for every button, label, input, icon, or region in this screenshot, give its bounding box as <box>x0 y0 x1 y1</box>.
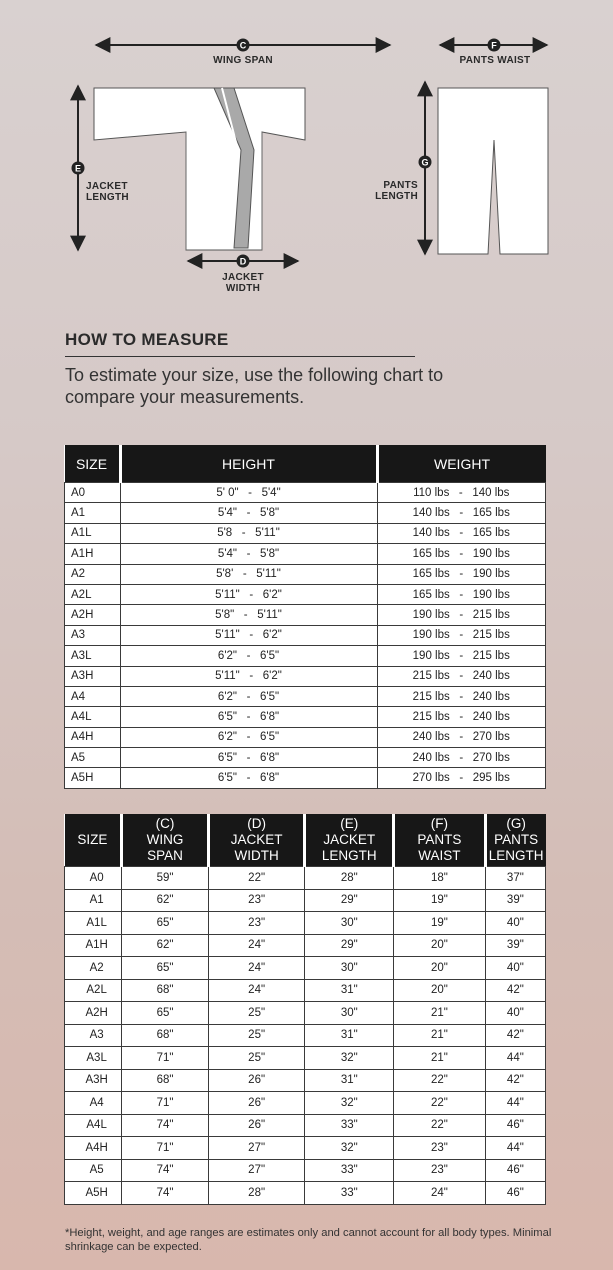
size-cell: A4 <box>65 686 121 706</box>
table-row <box>65 1114 546 1137</box>
how-to-measure-heading: HOW TO MEASURE <box>65 330 415 357</box>
size-cell: A1H <box>65 934 122 957</box>
table-row <box>65 625 546 645</box>
header-col-0 <box>65 814 122 867</box>
size-cell: A4L <box>65 1114 122 1137</box>
pants-length-cell: 46" <box>485 1159 545 1182</box>
wing-span-cell: 74" <box>122 1114 209 1137</box>
size-cell: A3 <box>65 1024 122 1047</box>
pants-waist-cell: 19" <box>394 912 486 935</box>
size-cell: A4H <box>65 1137 122 1160</box>
height-cell: 5'4" - 5'8" <box>120 544 377 564</box>
jacket-width-line1: JACKET <box>222 272 264 283</box>
pants-waist-cell: 20" <box>394 934 486 957</box>
table-row <box>65 957 546 980</box>
pants-waist-cell: 23" <box>394 1159 486 1182</box>
header-line: JACKET <box>230 832 283 847</box>
jacket-length-cell: 33" <box>305 1182 394 1205</box>
size-cell: A5 <box>65 1159 122 1182</box>
height-cell: 6'5" - 6'8" <box>120 707 377 727</box>
wing-span-cell: 68" <box>122 1069 209 1092</box>
weight-cell: 190 lbs - 215 lbs <box>377 605 546 625</box>
weight-cell: 240 lbs - 270 lbs <box>377 748 546 768</box>
letter-c: C <box>239 40 247 51</box>
jacket-length-cell: 30" <box>305 1002 394 1025</box>
pants-length-cell: 44" <box>485 1137 545 1160</box>
table-row <box>65 666 546 686</box>
size-cell: A2L <box>65 979 122 1002</box>
header-line: (D) <box>247 816 266 831</box>
height-cell: 5'11" - 6'2" <box>120 666 377 686</box>
pants-length-cell: 40" <box>485 957 545 980</box>
pants-length-cell: 39" <box>485 934 545 957</box>
jacket-width-cell: 23" <box>208 889 305 912</box>
header-line: WING <box>146 832 184 847</box>
size-cell: A2 <box>65 564 121 584</box>
pants-waist-cell: 20" <box>394 979 486 1002</box>
header-col-3 <box>305 814 394 867</box>
table-row <box>65 1092 546 1115</box>
height-cell: 5'11" - 6'2" <box>120 584 377 604</box>
wing-span-cell: 71" <box>122 1047 209 1070</box>
size-cell: A4 <box>65 1092 122 1115</box>
weight-cell: 165 lbs - 190 lbs <box>377 564 546 584</box>
table-row <box>65 867 546 890</box>
jacket-width-label <box>213 272 273 294</box>
height-cell: 5'4" - 5'8" <box>120 503 377 523</box>
size-cell: A5H <box>65 1182 122 1205</box>
weight-cell: 190 lbs - 215 lbs <box>377 646 546 666</box>
gi-illustration <box>0 0 613 310</box>
jacket-width-cell: 23" <box>208 912 305 935</box>
size-cell: A1 <box>65 503 121 523</box>
pants-length-line2: LENGTH <box>375 191 418 202</box>
pants-length-line1: PANTS <box>383 180 418 191</box>
pants-length-cell: 44" <box>485 1092 545 1115</box>
table-row <box>65 646 546 666</box>
jacket-width-line2: WIDTH <box>225 283 261 294</box>
measurement-diagram <box>0 0 613 310</box>
letter-d: D <box>239 256 247 267</box>
size-cell: A0 <box>65 483 121 503</box>
jacket-width-cell: 25" <box>208 1002 305 1025</box>
wing-span-cell: 74" <box>122 1182 209 1205</box>
height-cell: 6'2" - 6'5" <box>120 686 377 706</box>
header-line: JACKET <box>323 832 376 847</box>
weight-cell: 215 lbs - 240 lbs <box>377 686 546 706</box>
height-cell: 5'8" - 5'11" <box>120 605 377 625</box>
header-line: PANTS <box>494 832 539 847</box>
table-row <box>65 686 546 706</box>
wing-span-label: WING SPAN <box>213 55 273 66</box>
wing-span-cell: 65" <box>122 912 209 935</box>
pants-length-cell: 42" <box>485 979 545 1002</box>
table-row <box>65 1182 546 1205</box>
jacket-length-line1: JACKET <box>86 181 128 192</box>
footnote: *Height, weight, and age ranges are estimates only and cannot account for all body types. Minimal shrinkage can be expected. <box>65 1227 552 1253</box>
header-line: LENGTH <box>488 848 544 863</box>
jacket-length-cell: 29" <box>305 934 394 957</box>
table-row <box>65 768 546 788</box>
height-cell: 6'5" - 6'8" <box>120 748 377 768</box>
wing-span-cell: 62" <box>122 934 209 957</box>
size-cell: A5 <box>65 748 121 768</box>
jacket-length-cell: 29" <box>305 889 394 912</box>
pants-length-cell: 42" <box>485 1024 545 1047</box>
jacket-length-cell: 33" <box>305 1114 394 1137</box>
table-row <box>65 483 546 503</box>
size-cell: A3L <box>65 646 121 666</box>
wing-span-cell: 71" <box>122 1137 209 1160</box>
pants-length-label <box>364 180 418 202</box>
size-cell: A3L <box>65 1047 122 1070</box>
jacket-width-cell: 24" <box>208 934 305 957</box>
header-line: SPAN <box>147 848 183 863</box>
table-row <box>65 1024 546 1047</box>
height-cell: 6'2" - 6'5" <box>120 646 377 666</box>
wing-span-cell: 59" <box>122 867 209 890</box>
jacket-length-cell: 32" <box>305 1092 394 1115</box>
jacket-width-cell: 22" <box>208 867 305 890</box>
measurements-table <box>64 814 546 1205</box>
table-row <box>65 889 546 912</box>
size-cell: A3 <box>65 625 121 645</box>
letter-f: F <box>491 40 497 51</box>
pants-length-cell: 44" <box>485 1047 545 1070</box>
pants-length-cell: 46" <box>485 1114 545 1137</box>
jacket-length-label <box>86 181 129 203</box>
header-col-5 <box>485 814 545 867</box>
pants-waist-cell: 22" <box>394 1114 486 1137</box>
jacket-length-cell: 30" <box>305 912 394 935</box>
height-weight-table <box>64 445 546 789</box>
weight-cell: 215 lbs - 240 lbs <box>377 666 546 686</box>
table-row <box>65 1002 546 1025</box>
header-line: (F) <box>430 816 449 831</box>
table-header-row <box>65 445 546 483</box>
header-col-1 <box>122 814 209 867</box>
table-row <box>65 1047 546 1070</box>
wing-span-cell: 68" <box>122 1024 209 1047</box>
pants-waist-cell: 18" <box>394 867 486 890</box>
jacket-width-cell: 24" <box>208 979 305 1002</box>
pants-length-cell: 40" <box>485 912 545 935</box>
jacket-width-cell: 25" <box>208 1024 305 1047</box>
weight-cell: 140 lbs - 165 lbs <box>377 503 546 523</box>
weight-cell: 110 lbs - 140 lbs <box>377 483 546 503</box>
pants-length-cell: 46" <box>485 1182 545 1205</box>
measurements-body <box>65 867 546 1205</box>
pants-length-cell: 39" <box>485 889 545 912</box>
weight-cell: 165 lbs - 190 lbs <box>377 544 546 564</box>
pants-waist-cell: 21" <box>394 1024 486 1047</box>
table-row <box>65 564 546 584</box>
jacket-length-cell: 33" <box>305 1159 394 1182</box>
wing-span-cell: 74" <box>122 1159 209 1182</box>
table-row <box>65 1137 546 1160</box>
table-row <box>65 912 546 935</box>
table-row <box>65 934 546 957</box>
header-line: PANTS <box>417 832 462 847</box>
height-cell: 6'5" - 6'8" <box>120 768 377 788</box>
jacket-width-cell: 24" <box>208 957 305 980</box>
size-cell: A2L <box>65 584 121 604</box>
weight-cell: 140 lbs - 165 lbs <box>377 523 546 543</box>
header-col-2 <box>208 814 305 867</box>
pants-waist-cell: 20" <box>394 957 486 980</box>
size-cell: A4H <box>65 727 121 747</box>
header-line: (C) <box>155 816 175 831</box>
weight-cell: 240 lbs - 270 lbs <box>377 727 546 747</box>
table-row <box>65 605 546 625</box>
jacket-length-line2: LENGTH <box>86 192 129 203</box>
height-cell: 5'11" - 6'2" <box>120 625 377 645</box>
pants-length-cell: 37" <box>485 867 545 890</box>
table-row <box>65 979 546 1002</box>
size-cell: A2H <box>65 1002 122 1025</box>
letter-e: E <box>74 163 82 174</box>
jacket-width-cell: 26" <box>208 1069 305 1092</box>
table-row <box>65 727 546 747</box>
size-cell: A1 <box>65 889 122 912</box>
jacket-width-cell: 26" <box>208 1114 305 1137</box>
pants-waist-cell: 23" <box>394 1137 486 1160</box>
header-line: WIDTH <box>234 848 279 863</box>
height-cell: 5' 0" - 5'4" <box>120 483 377 503</box>
jacket-length-cell: 31" <box>305 1069 394 1092</box>
size-cell: A3H <box>65 1069 122 1092</box>
size-cell: A0 <box>65 867 122 890</box>
wing-span-cell: 68" <box>122 979 209 1002</box>
jacket-width-cell: 27" <box>208 1137 305 1160</box>
jacket-width-cell: 25" <box>208 1047 305 1070</box>
pants-waist-cell: 24" <box>394 1182 486 1205</box>
table-row <box>65 503 546 523</box>
pants-waist-cell: 19" <box>394 889 486 912</box>
pants-length-cell: 42" <box>485 1069 545 1092</box>
size-cell: A4L <box>65 707 121 727</box>
height-cell: 6'2" - 6'5" <box>120 727 377 747</box>
pants-waist-label: PANTS WAIST <box>459 55 531 66</box>
size-cell: A5H <box>65 768 121 788</box>
size-cell: A1H <box>65 544 121 564</box>
jacket-length-cell: 28" <box>305 867 394 890</box>
table-row <box>65 1069 546 1092</box>
size-cell: A2 <box>65 957 122 980</box>
pants-waist-cell: 22" <box>394 1092 486 1115</box>
header-weight: WEIGHT <box>377 445 546 483</box>
table-row <box>65 748 546 768</box>
jacket-shape <box>94 88 305 250</box>
wing-span-cell: 71" <box>122 1092 209 1115</box>
letter-g: G <box>421 157 429 168</box>
header-line: SIZE <box>77 832 108 847</box>
wing-span-cell: 65" <box>122 1002 209 1025</box>
pants-length-cell: 40" <box>485 1002 545 1025</box>
header-line: (G) <box>506 816 526 831</box>
header-line: (E) <box>340 816 359 831</box>
jacket-width-cell: 27" <box>208 1159 305 1182</box>
size-cell: A1L <box>65 912 122 935</box>
header-height: HEIGHT <box>120 445 377 483</box>
weight-cell: 190 lbs - 215 lbs <box>377 625 546 645</box>
height-weight-body <box>65 483 546 789</box>
pants-waist-cell: 21" <box>394 1002 486 1025</box>
weight-cell: 270 lbs - 295 lbs <box>377 768 546 788</box>
pants-shape <box>438 88 548 254</box>
table-row <box>65 523 546 543</box>
size-cell: A1L <box>65 523 121 543</box>
jacket-length-cell: 32" <box>305 1137 394 1160</box>
size-cell: A2H <box>65 605 121 625</box>
jacket-length-cell: 32" <box>305 1047 394 1070</box>
table-row <box>65 584 546 604</box>
height-cell: 5'8 - 5'11" <box>120 523 377 543</box>
pants-waist-cell: 22" <box>394 1069 486 1092</box>
header-line: WAIST <box>418 848 461 863</box>
header-size: SIZE <box>65 445 121 483</box>
pants-waist-cell: 21" <box>394 1047 486 1070</box>
jacket-length-cell: 31" <box>305 979 394 1002</box>
jacket-width-cell: 28" <box>208 1182 305 1205</box>
jacket-length-cell: 30" <box>305 957 394 980</box>
header-line: LENGTH <box>321 848 377 863</box>
table-row <box>65 707 546 727</box>
jacket-length-cell: 31" <box>305 1024 394 1047</box>
weight-cell: 165 lbs - 190 lbs <box>377 584 546 604</box>
table-header-row <box>65 814 546 867</box>
weight-cell: 215 lbs - 240 lbs <box>377 707 546 727</box>
table-row <box>65 1159 546 1182</box>
header-col-4 <box>394 814 486 867</box>
jacket-width-cell: 26" <box>208 1092 305 1115</box>
size-cell: A3H <box>65 666 121 686</box>
wing-span-cell: 62" <box>122 889 209 912</box>
wing-span-cell: 65" <box>122 957 209 980</box>
table-row <box>65 544 546 564</box>
height-cell: 5'8' - 5'11" <box>120 564 377 584</box>
intro-text: To estimate your size, use the following chart to compare your measurements. <box>65 365 444 407</box>
